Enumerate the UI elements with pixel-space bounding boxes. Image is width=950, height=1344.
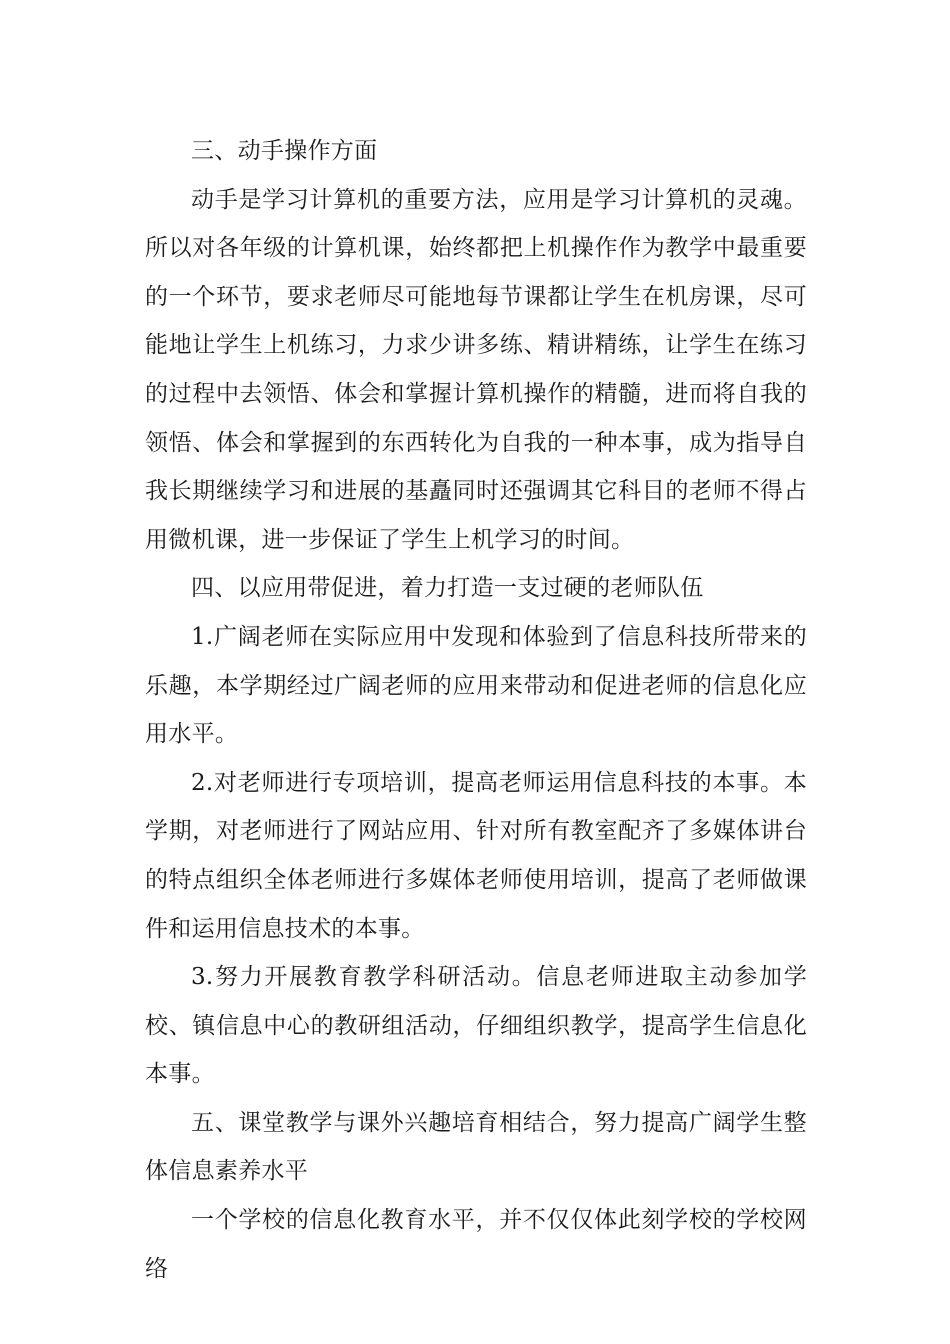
paragraph-school-level: 一个学校的信息化教育水平，并不仅仅体此刻学校的学校网络 [145, 1207, 807, 1282]
paragraph-hands-on: 动手是学习计算机的重要方法，应用是学习计算机的灵魂。所以对各年级的计算机课，始终都把上机操作作为教学中最重要的一个环节，要求老师尽可能地每节课都让学生在机房课，尽可能地让学生上机练习，力求少讲多练、精讲精练，让学生在练习的过程中去领悟、体会和掌握计算机操作的精髓，进而将自我的领悟、体会和掌握到的东西转化为自我的一种本事，成为指导自我长期继续学习和进展的基矗同时还强调其它科目的老师不得占用微机课，进一步保证了学生上机学习的时间。 [145, 186, 807, 553]
section-heading-3: 三、动手操作方面 [191, 138, 378, 164]
section-heading-5: 五、课堂教学与课外兴趣培育相结合，努力提高广阔学生整体信息素养水平 [145, 1109, 807, 1185]
list-item-1: 1.广阔老师在实际应用中发现和体验到了信息科技所带来的乐趣，本学期经过广阔老师的应用来带动和促进老师的信息化应用水平。 [145, 623, 807, 748]
document-body [145, 127, 807, 1293]
list-item-3: 3.努力开展教育教学科研活动。信息老师进取主动参加学校、镇信息中心的教研组活动，仔细组织教学，提高学生信息化本事。 [145, 964, 807, 1088]
list-item-2: 2.对老师进行专项培训，提高老师运用信息科技的本事。本学期，对老师进行了网站应用、针对所有教室配齐了多媒体讲台的特点组织全体老师进行多媒体老师使用培训，提高了老师做课件和运用信息技术的本事。 [145, 769, 807, 942]
section-heading-4: 四、以应用带促进，着力打造一支过硬的老师队伍 [191, 575, 704, 602]
